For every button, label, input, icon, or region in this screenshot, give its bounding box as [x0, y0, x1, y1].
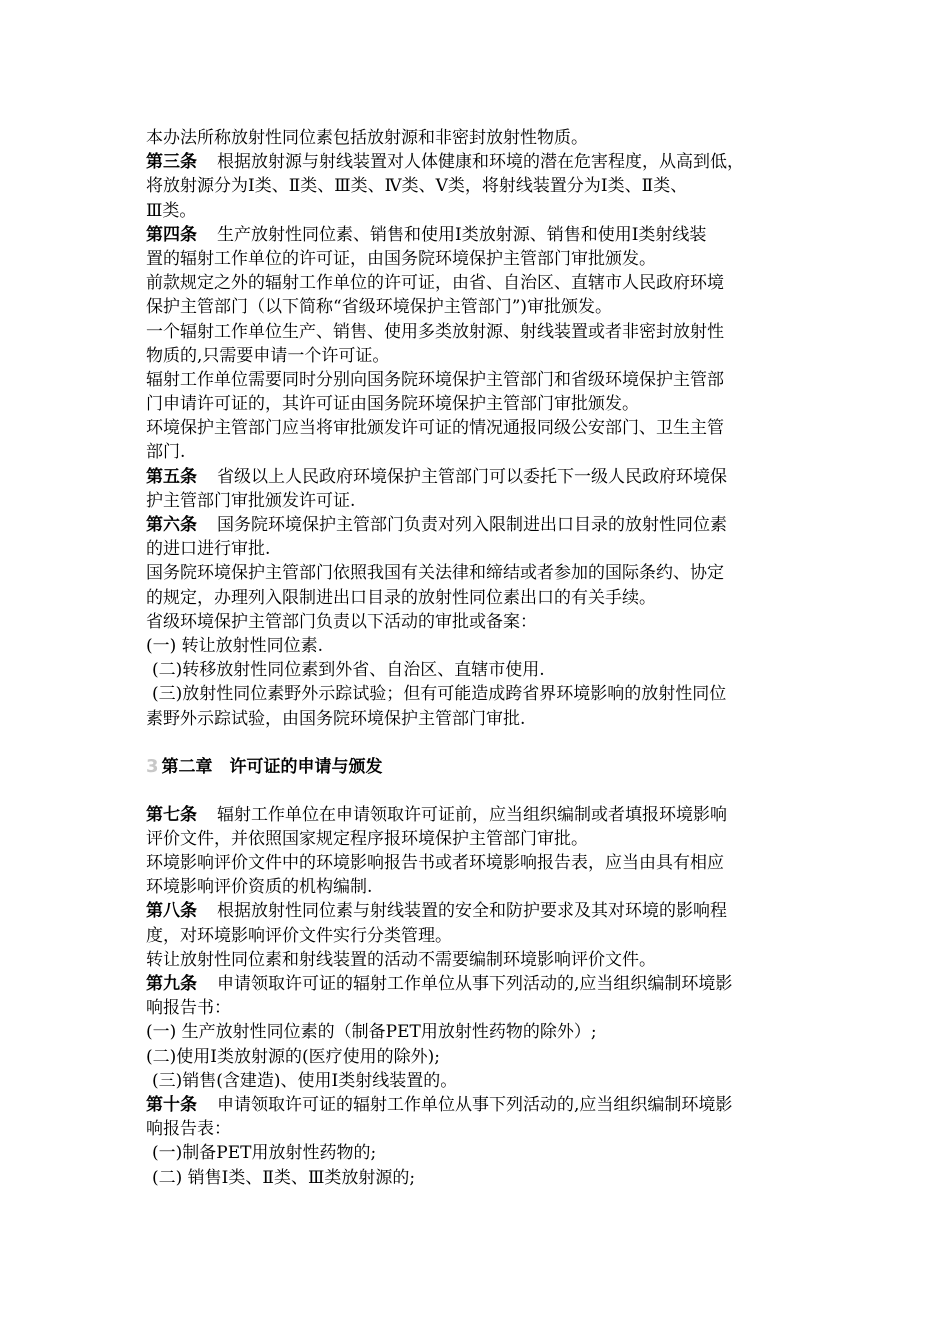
text-line: [146, 561, 816, 585]
line-text: 前款规定之外的辐射工作单位的许可证，由省、自治区、直辖市人民政府环境: [146, 273, 724, 294]
line-text: 一个辐射工作单位生产、销售、使用多类放射源、射线装置或者非密封放射性: [146, 321, 724, 342]
line-text: (一)制备PET用放射性药物的;: [152, 1143, 377, 1164]
article-number: 第五条: [146, 466, 197, 487]
line-text: 保护主管部门（以下简称“省级环境保护主管部门”)审批颁发。: [146, 297, 613, 318]
text-line: [146, 875, 816, 899]
text-line: [146, 537, 816, 561]
line-text: 国务院环境保护主管部门负责对列入限制进出口目录的放射性同位素: [217, 515, 727, 535]
line-text: 环境保护主管部门应当将审批颁发许可证的情况通报同级公安部门、卫生主管: [146, 418, 724, 439]
article-number: 第七条: [146, 804, 197, 825]
heading-number: 3: [146, 755, 159, 777]
line-text: 响报告书：: [146, 998, 231, 1019]
text-line: [146, 416, 816, 440]
line-text: 部门.: [146, 442, 186, 463]
line-text: 转让放射性同位素和射线装置的活动不需要编制环境影响评价文件。: [146, 949, 656, 970]
line-text: 响报告表：: [146, 1119, 231, 1140]
line-text: (二)使用Ⅰ类放射源的(医疗使用的除外);: [146, 1046, 440, 1067]
line-text: Ⅲ类。: [146, 200, 197, 221]
line-text: 的进口进行审批.: [146, 539, 271, 560]
article-number: 第四条: [146, 224, 197, 245]
text-block-chapter-2: [146, 803, 816, 1190]
line-text: 将放射源分为Ⅰ类、Ⅱ类、Ⅲ类、Ⅳ类、Ⅴ类，将射线装置分为Ⅰ类、Ⅱ类、: [146, 176, 688, 197]
line-text: (三)销售(含建造)、使用Ⅰ类射线装置的。: [152, 1070, 458, 1091]
line-text: 省级环境保护主管部门负责以下活动的审批或备案：: [146, 611, 537, 632]
article-line: [146, 150, 816, 174]
line-text: 申请领取许可证的辐射工作单位从事下列活动的,应当组织编制环境影: [217, 1094, 733, 1115]
line-text: 申请领取许可证的辐射工作单位从事下列活动的,应当组织编制环境影: [217, 974, 733, 994]
text-line: [146, 1141, 816, 1165]
text-line: [146, 634, 816, 658]
line-text: 环境影响评价文件中的环境影响报告书或者环境影响报告表，应当由具有相应: [146, 853, 724, 874]
text-line: [146, 295, 816, 319]
heading-title: 第二章 许可证的申请与颁发: [161, 756, 383, 777]
article-line: [146, 513, 816, 537]
line-text: 门申请许可证的，其许可证由国务院环境保护主管部门审批颁发。: [146, 394, 639, 415]
text-line: [146, 368, 816, 392]
article-line: [146, 465, 816, 489]
text-line: [146, 707, 816, 731]
text-line: [146, 1020, 816, 1044]
text-line: [146, 924, 816, 948]
text-line: [146, 1117, 816, 1141]
article-line: [146, 223, 816, 247]
line-text: (三)放射性同位素野外示踪试验；但有可能造成跨省界环境影响的放射性同位: [152, 684, 727, 705]
line-text: 生产放射性同位素、销售和使用Ⅰ类放射源、销售和使用Ⅰ类射线装: [217, 224, 707, 245]
line-text: 置的辐射工作单位的许可证，由国务院环境保护主管部门审批颁发。: [146, 248, 656, 269]
line-text: (一) 生产放射性同位素的（制备PET用放射性药物的除外）;: [146, 1022, 597, 1043]
article-number: 第六条: [146, 515, 197, 535]
text-line: [146, 851, 816, 875]
text-line: [146, 1166, 816, 1190]
text-line: [146, 658, 816, 682]
document-page: [146, 126, 816, 1190]
article-line: [146, 1093, 816, 1117]
text-line: [146, 199, 816, 223]
line-text: 省级以上人民政府环境保护主管部门可以委托下一级人民政府环境保: [217, 466, 727, 487]
line-text: 物质的,只需要申请一个许可证。: [146, 345, 390, 366]
article-line: [146, 899, 816, 923]
text-line: [146, 344, 816, 368]
line-text: 根据放射源与射线装置对人体健康和环境的潜在危害程度，从高到低，: [217, 152, 744, 173]
text-block-chapter-1: [146, 126, 816, 731]
chapter-heading: [146, 755, 816, 779]
article-number: 第十条: [146, 1094, 197, 1115]
text-line: [146, 1069, 816, 1093]
text-line: [146, 174, 816, 198]
line-text: 度，对环境影响评价文件实行分类管理。: [146, 925, 452, 946]
article-line: [146, 803, 816, 827]
line-text: 辐射工作单位在申请领取许可证前，应当组织编制或者填报环境影响: [217, 804, 727, 825]
text-line: [146, 320, 816, 344]
article-number: 第八条: [146, 901, 197, 922]
line-text: (二) 销售Ⅰ类、Ⅱ类、Ⅲ类放射源的;: [152, 1167, 416, 1188]
line-text: 素野外示踪试验，由国务院环境保护主管部门审批.: [146, 708, 526, 729]
article-number: 第三条: [146, 152, 197, 173]
text-line: [146, 271, 816, 295]
line-text: (一) 转让放射性同位素.: [146, 635, 324, 656]
line-text: 护主管部门审批颁发许可证.: [146, 490, 356, 511]
line-text: 评价文件，并依照国家规定程序报环境保护主管部门审批。: [146, 828, 588, 849]
text-line: [146, 440, 816, 464]
line-text: 本办法所称放射性同位素包括放射源和非密封放射性物质。: [146, 128, 588, 148]
line-text: 根据放射性同位素与射线装置的安全和防护要求及其对环境的影响程: [217, 901, 727, 922]
text-line: [146, 682, 816, 706]
text-line: [146, 586, 816, 610]
line-text: 国务院环境保护主管部门依照我国有关法律和缔结或者参加的国际条约、协定: [146, 563, 724, 584]
text-line: [146, 827, 816, 851]
line-text: 辐射工作单位需要同时分别向国务院环境保护主管部门和省级环境保护主管部: [146, 369, 724, 390]
text-line: [146, 996, 816, 1020]
text-line: [146, 948, 816, 972]
text-line: [146, 126, 816, 150]
text-line: [146, 247, 816, 271]
text-line: [146, 610, 816, 634]
text-line: [146, 392, 816, 416]
line-text: (二)转移放射性同位素到外省、自治区、直辖市使用.: [152, 660, 545, 681]
line-text: 的规定，办理列入限制进出口目录的放射性同位素出口的有关手续。: [146, 587, 656, 608]
text-line: [146, 1045, 816, 1069]
text-line: [146, 489, 816, 513]
article-number: 第九条: [146, 974, 197, 994]
article-line: [146, 972, 816, 996]
line-text: 环境影响评价资质的机构编制.: [146, 877, 373, 898]
